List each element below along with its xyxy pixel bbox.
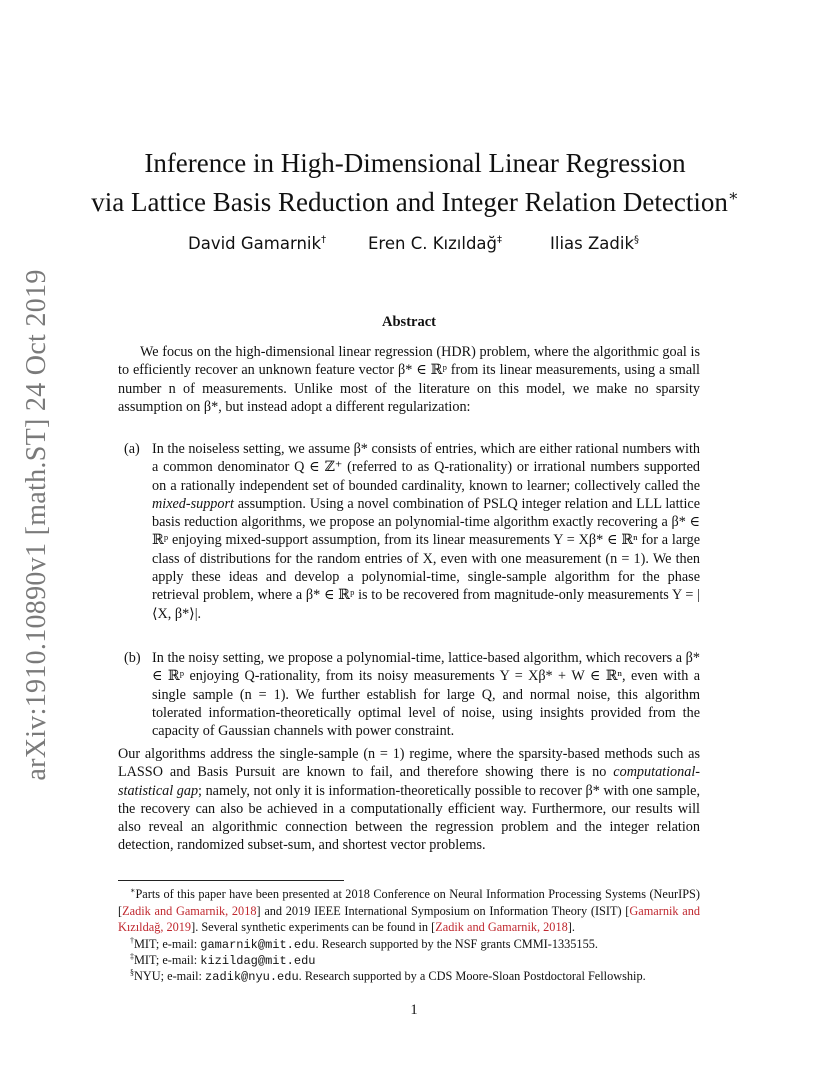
abstract-item-b xyxy=(124,649,700,740)
author-kizildag: Eren C. Kızıldağ‡ xyxy=(368,234,503,253)
author-list xyxy=(120,234,720,258)
arxiv-stamp-text: arXiv:1910.10890v1 [math.ST] 24 Oct 2019 xyxy=(21,269,52,781)
item-a-label: (a) xyxy=(124,441,140,457)
arxiv-stamp xyxy=(14,270,60,780)
title-line-1: Inference in High-Dimensional Linear Regression xyxy=(144,148,686,178)
item-b-label: (b) xyxy=(124,650,141,666)
paper-title xyxy=(70,146,760,219)
citation-zadik-2018-b[interactable]: Zadik and Gamarnik, 2018 xyxy=(435,920,568,935)
email-kizildag: kizildag@mit.edu xyxy=(200,954,316,969)
citation-zadik-2018[interactable]: Zadik and Gamarnik, 2018 xyxy=(122,903,257,918)
footnote-2: †MIT; e-mail: gamarnik@mit.edu. Research supported by the NSF grants CMMI-1335155. xyxy=(130,936,598,953)
abstract-closing: Our algorithms address the single-sample (n = 1) regime, where the sparsity-based methods such as LASSO and Basis Pursuit are known to fail, and therefore showing there is no computational-statistical gap; namely, not only it is information-theoretically possible to recover β* with one sample, the recovery can also be achieved in a computationally efficient way. Furthermore, our results will also reveal an algorithmic connection between the regression problem and the integer relation detection, randomized subset-sum, and shortest vector problems. xyxy=(118,746,700,854)
footnote-4: §NYU; e-mail: zadik@nyu.edu. Research supported by a CDS Moore-Sloan Postdoctoral Fellowship. xyxy=(130,968,646,985)
item-b-text: In the noisy setting, we propose a polynomial-time, lattice-based algorithm, which recovers a β* ∈ ℝᵖ enjoying Q-rationality, from its noisy measurements Y = Xβ* + W ∈ ℝⁿ, even with a single sample (n = 1). We further establish for large Q, and normal noise, this algorithm tolerated information-theoretically optimal level of noise, using insights provided from the capacity of Gaussian channels with power constraint. xyxy=(152,650,700,740)
abstract-intro: We focus on the high-dimensional linear regression (HDR) problem, where the algorithmic goal is to efficiently recover an unknown feature vector β* ∈ ℝᵖ from its linear measurements, using a small number n of measurements. Unlike most of the literature on this model, we make no sparsity assumption on β*, but instead adopt a different regularization: xyxy=(118,344,700,415)
abstract-item-a xyxy=(124,440,700,623)
title-line-2: via Lattice Basis Reduction and Integer Relation Detection xyxy=(91,187,728,217)
abstract-heading: Abstract xyxy=(382,314,436,330)
footnote-1: ∗Parts of this paper have been presented at 2018 Conference on Neural Information Processing Systems (NeurIPS) [Zadik and Gamarnik, 2018] and 2019 IEEE International Symposium on Information Theory (ISIT) [Gamarnik and Kızıldağ, 2019]. Several synthetic experiments can be found in [Zadik and Gamarnik, 2018]. xyxy=(118,886,701,935)
email-gamarnik: gamarnik@mit.edu xyxy=(200,938,316,953)
item-a-text: In the noiseless setting, we assume β* consists of entries, which are either rational numbers with a common denominator Q ∈ ℤ⁺ (referred to as Q-rationality) or irrational numbers supported on a rationally independent set of bounded cardinality, known to learner; collectively called the mixed-support assumption. Using a novel combination of PSLQ integer relation and LLL lattice basis reduction algorithms, we propose an polynomial-time algorithm exactly recovering a β* ∈ ℝᵖ enjoying mixed-support assumption, from its linear measurements Y = Xβ* ∈ ℝⁿ for a large class of distributions for the random entries of X, even with one measurement (n = 1). We then apply these ideas and develop a polynomial-time, single-sample algorithm for the phase retrieval problem, where a β* ∈ ℝᵖ is to be recovered from magnitude-only measurements Y = |⟨X, β*⟩|. xyxy=(152,441,700,622)
email-zadik: zadik@nyu.edu xyxy=(205,970,299,985)
author-zadik: Ilias Zadik§ xyxy=(550,234,640,253)
footnote-3: ‡MIT; e-mail: kizildag@mit.edu xyxy=(130,952,316,969)
page-number: 1 xyxy=(410,1002,418,1018)
author-gamarnik: David Gamarnik† xyxy=(188,234,327,253)
citation-gamarnik-2019[interactable]: Gamarnik and Kızıldağ, 2019 xyxy=(118,903,701,935)
footnote-rule xyxy=(118,880,344,881)
title-footnote-mark: ∗ xyxy=(727,188,739,205)
